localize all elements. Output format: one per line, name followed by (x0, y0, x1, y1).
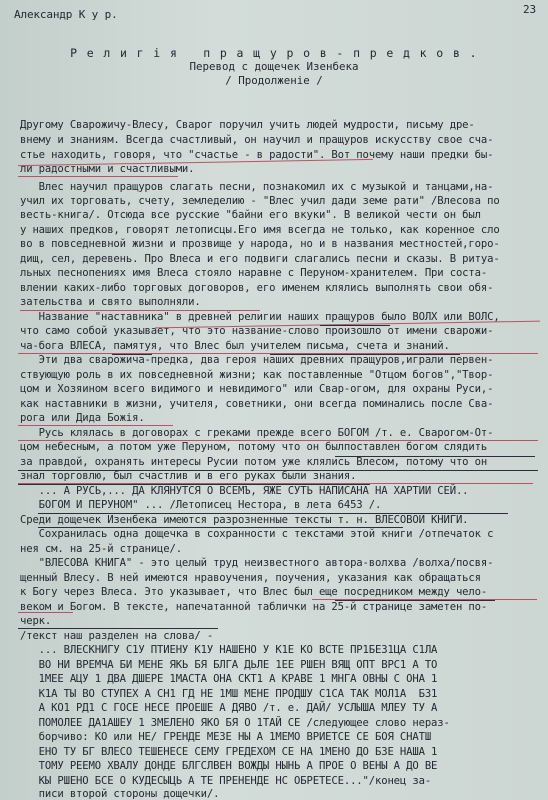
red-underline (20, 310, 260, 311)
text-line: ВО НИ ВРЕМЧА БИ МЕНЕ ЯКЬ БЯ БЛГА ДЬЛЕ 1ЕЕ РШЕН ВЯЩ ОПТ ВРС1 А ТО (20, 659, 438, 671)
text-line: рога или Дида Божiя. (20, 412, 145, 424)
text-line: Среди дощечек Изенбека имеются разрозненные тексты т. н. ВЛЕСОВОЙ КНИГИ. (20, 514, 469, 526)
text-line: писи второй стороны дощечки/. (20, 788, 220, 800)
document-subtitle: Перевод с дощечек Изенбека (189, 60, 359, 73)
text-line: за правдой, охранять интересы Русии потом уже клялись Влесом, потому что он (20, 456, 488, 468)
text-line: ТОМУ РЕЕМО ХВАЛУ ДОНДЕ БЛГСЛВЕН ВОЖДЫ НЫНЬ А ПРОЕ О ВЕНЫ А ДО ВЕ (20, 760, 438, 772)
continuation-note: / Продолженiе / (225, 74, 323, 87)
red-underline (18, 440, 538, 441)
text-line: ... ВЛЕСКНИГУ С1У ПТИЕНУ К1У НАШЕНО У К1Е КО ВСТЕ ПР1БЕЗ1ЦА С1ЛА (20, 644, 438, 656)
text-line: Влес научил пращуров слагать песни, познакомил их с музыкой и танцами,на- (20, 181, 494, 193)
text-line: во в повседневной жизни и прозвище у народа, но и в названия местностей,горо- (20, 238, 500, 250)
ink-underline (320, 325, 390, 326)
text-line: КЫ РШЕНО БСЕ О КУДЕСЫЦЬ А ТЕ ПРЕНЕНДЕ НС ОБРЕТЕСЕ..."/конец за- (20, 775, 432, 787)
text-line: учил их торговать, счету, земледелию - "Влес учил дади земе рати" /Влесова по (20, 195, 500, 207)
text-line: черк. (20, 615, 52, 627)
text-line: цом и Хозяином всего видимого и невидимого" или Свар-огом, для охраны Руси,- (20, 383, 494, 395)
text-line: "ВЛЕСОВА КНИГА" - это целый труд неизвестного автора-волхва /волха/посвя- (20, 557, 494, 569)
ink-underline (18, 470, 538, 471)
text-line: К1А ТЫ ВО СТУПЕХ А СН1 ГД НЕ 1МШ МЕНЕ ПРОДШУ С1СА ТАК МОЛ1А БЗ1 (20, 688, 438, 700)
text-line: Сохранилась одна дощечка в сохранности с текстами этой книги /отпечаток с (20, 528, 494, 540)
text-line: ствующую роль в их повседневной жизни; как поставленные "Отцом богов","Твор- (20, 369, 494, 381)
text-line: как наставники в жизни, учителя, советники, они всегда поминались после Сва- (20, 398, 494, 410)
text-line: внему и знаниям. Всегда счастливый, он научил и пращуров искусству свое сча- (20, 134, 494, 146)
text-line: влении каких-либо торговых договоров, его именем клялись выполнять свои обя- (20, 282, 494, 294)
text-line: БОГОМ И ПЕРУНОМ" ... /Летописец Нестора, в лета 6453 /. (20, 499, 382, 511)
text-line: /текст наш разделен на слова/ - (20, 630, 214, 642)
text-line: борчиво: КО или НЕ/ ГРЕНДЕ МЕЗЕ НЫ А 1МЕМО ВРИЕТСЕ СЕ БОЯ СНАТШ (20, 731, 432, 743)
text-line: у наших предков, говорят летописцы.Его имя всегда не только, как коренное сло (20, 224, 500, 236)
text-line: веком и Богом. В тексте, напечатанной таблички на 25-й странице заметен по- (20, 601, 488, 613)
ink-underline (38, 527, 403, 528)
ink-underline (38, 513, 508, 514)
document-title: Р е л и г i я п р а щ у р о в - п р е д к о в . (70, 46, 478, 60)
text-line: ... А РУСЬ,... ДА КЛЯНУТСЯ О ВСЕМЪ, ЯЖЕ СУТЬ НАПИСАНА НА ХАРТИИ СЕЙ.. (20, 485, 469, 497)
text-line: цом небесным, а потом уже Перуном, потому что он былпоставлен богом слядить (20, 441, 488, 453)
red-underline (18, 425, 173, 426)
ink-underline (335, 456, 535, 457)
ink-underline (335, 600, 495, 601)
text-line: 1МЕЕ АЦУ 1 ДВА ДШЕРЕ 1МАСТА ОНА СКТ1 А КРАВЕ 1 МНГА ОВНЫ С ОНА 1 (20, 673, 438, 685)
text-line: весть-книга/. Отсюда все русские "байни его вкуки". В великой чести он был (20, 209, 481, 221)
text-line: ли радостными и счастливыми. (20, 163, 195, 175)
text-line: Эти два сварожича-предка, два героя наших древних пращуров,играли первен- (20, 354, 494, 366)
text-line: дищ, сел, деревень. Про Влеса и его подвиги слагались песни и сказы. В ритуа- (20, 253, 500, 265)
text-line: ПОМОЛЕЕ ДА1АШЕУ 1 ЗМЕЛЕНО ЯКО БЯ О 1ТАЙ СЕ /следующее слово нерaз- (20, 717, 450, 729)
ink-underline (270, 354, 460, 355)
text-line: нея см. на 25-й странице/. (20, 543, 182, 555)
ink-underline (18, 628, 218, 629)
text-line: Русь клялась в договорах с греками прежде всего БОГОМ /т. е. Сварогом-От- (20, 427, 494, 439)
text-line: что само собой указывает, что это название-слово произошло от имени сварожи- (20, 325, 494, 337)
text-line: зательства и свято выполняли. (20, 296, 201, 308)
text-line: знал торговлю, был счастлив и в его руках были знания. (20, 470, 357, 482)
text-line: стье находить, говоря, что "счастье - в радости". Вот почему наши предки бы- (20, 149, 494, 161)
text-line: Другому Сварожичу-Влесу, Сварог поручил учить людей мудрости, письму дре- (20, 119, 475, 131)
red-underline (18, 176, 178, 177)
text-line: ча-бога ВЛЕСА, памятуя, что Влес был учителем письма, счета и знаний. (20, 340, 450, 352)
text-line: ЕНО ТУ БГ ВЛЕСО ТЕШЕНЕСЕ СЕМУ ГРЕДЕХОМ СЕ НА 1МЕНО ДО БЗЕ НАША 1 (20, 746, 438, 758)
text-line: А КО1 РД1 С ГОСЕ НЕСЕ ПРОЕШЕ А ДЯВО /т. е. ДАЙ/ УСЛЫША МЛЕУ ТУ А (20, 702, 438, 714)
text-line: к Богу через Влеса. Это указывает, что Влес был еще посредником между чело- (20, 586, 488, 598)
text-line: льных песнопениях имя Влеса стояло наравне с Перуном-хранителем. При соста- (20, 267, 488, 279)
page-number: 23 (523, 3, 536, 16)
ink-underline (18, 484, 370, 485)
text-line: Название "наставника" в древней религии наших пращуров было ВОЛХ или ВОЛС, (20, 311, 500, 323)
ink-underline (112, 354, 152, 355)
author-name: Александр К у р. (14, 8, 118, 21)
text-line: щенный Влесу. В ней имеются нравоучения, поучения, указания как обращаться (20, 572, 481, 584)
red-underline (18, 612, 73, 613)
